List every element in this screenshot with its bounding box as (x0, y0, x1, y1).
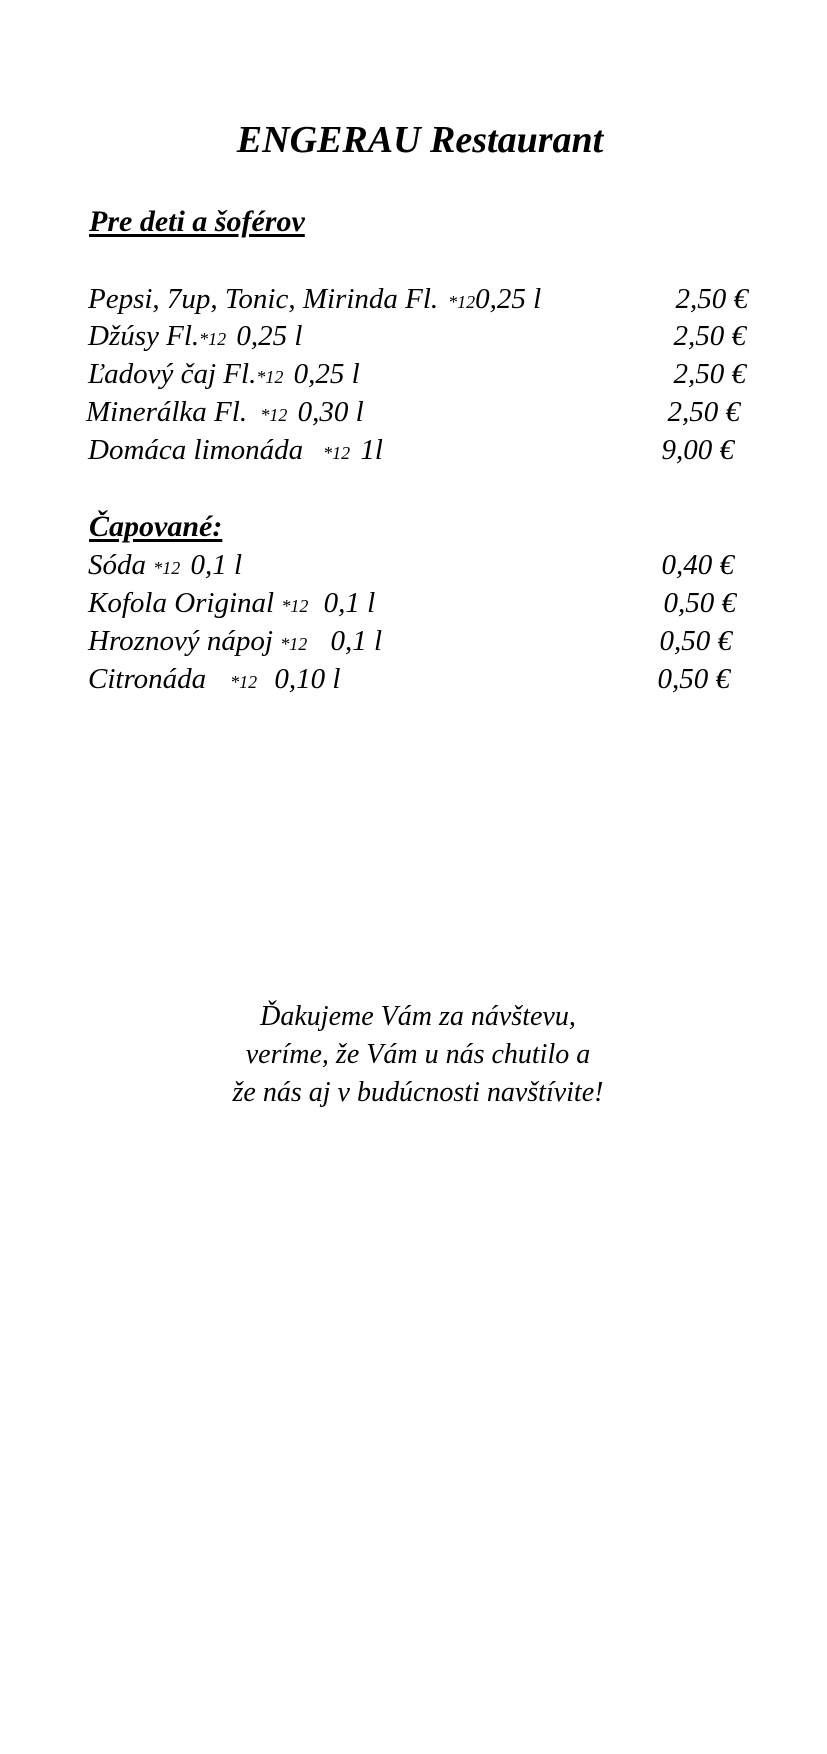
item-name-group (88, 355, 360, 396)
item-price: 2,50 € (667, 396, 740, 428)
item-name: Minerálka Fl. (86, 396, 248, 428)
item-size: 0,1 l (323, 587, 376, 619)
item-allergen-note: *12 (199, 329, 227, 349)
menu-item (88, 280, 748, 318)
thank-you-line: že nás aj v budúcnosti navštívite! (232, 1077, 604, 1108)
item-price: 0,50 € (659, 625, 732, 657)
item-allergen-note: *12 (280, 634, 308, 654)
item-size: 0,30 l (297, 396, 364, 428)
menu-item (88, 393, 748, 431)
section-heading-draught: Čapované: (89, 510, 223, 543)
item-name-group (88, 622, 382, 663)
item-price: 2,50 € (673, 320, 746, 352)
menu-item (88, 317, 748, 355)
menu-item (88, 355, 748, 393)
menu-item (88, 622, 748, 660)
item-price: 0,50 € (663, 587, 736, 619)
page-title: ENGERAU Restaurant (236, 119, 604, 161)
item-allergen-note: *12 (323, 443, 351, 463)
item-name: Citronáda (88, 663, 207, 695)
item-name: Džúsy Fl. (88, 320, 200, 352)
item-allergen-note: *12 (230, 672, 258, 692)
item-allergen-note: *12 (256, 367, 284, 387)
item-size: 0,1 l (190, 549, 243, 581)
item-price: 0,50 € (657, 663, 730, 695)
item-allergen-note: *12 (260, 405, 288, 425)
item-name-group (88, 431, 383, 472)
item-name: Kofola Original (88, 587, 275, 619)
item-size: 0,25 l (293, 358, 360, 390)
item-size: 0,10 l (274, 663, 341, 695)
item-name-group (88, 280, 541, 321)
menu-item (88, 546, 748, 584)
item-price: 2,50 € (673, 358, 746, 390)
item-price: 9,00 € (661, 434, 734, 466)
item-name: Sóda (88, 549, 146, 581)
menu-item (88, 584, 748, 622)
item-name: Hroznový nápoj (88, 625, 273, 657)
item-size: 0,25 l (475, 283, 542, 315)
item-size: 1l (360, 434, 383, 466)
item-size: 0,25 l (236, 320, 303, 352)
item-name: Domáca limonáda (88, 434, 304, 466)
item-allergen-note: *12 (281, 596, 309, 616)
item-name-group (88, 317, 302, 358)
item-name: Pepsi, 7up, Tonic, Mirinda Fl. (88, 283, 439, 315)
menu-item (88, 431, 748, 469)
thank-you-line: Ďakujeme Vám za návštevu, (260, 1001, 576, 1032)
item-price: 2,50 € (675, 283, 748, 315)
item-allergen-note: *12 (153, 558, 181, 578)
thank-you-note (0, 998, 827, 1112)
menu-item (88, 660, 748, 698)
item-name-group (88, 584, 375, 625)
item-name-group (88, 660, 340, 701)
thank-you-line: veríme, že Vám u nás chutilo a (245, 1039, 591, 1070)
item-name: Ľadový čaj Fl. (88, 358, 257, 390)
section-heading-kids-drivers: Pre deti a šoférov (89, 205, 305, 238)
item-price: 0,40 € (661, 549, 734, 581)
item-name-group (86, 393, 364, 434)
item-allergen-note: *12 (448, 292, 476, 312)
item-size: 0,1 l (330, 625, 383, 657)
item-name-group (88, 546, 242, 587)
